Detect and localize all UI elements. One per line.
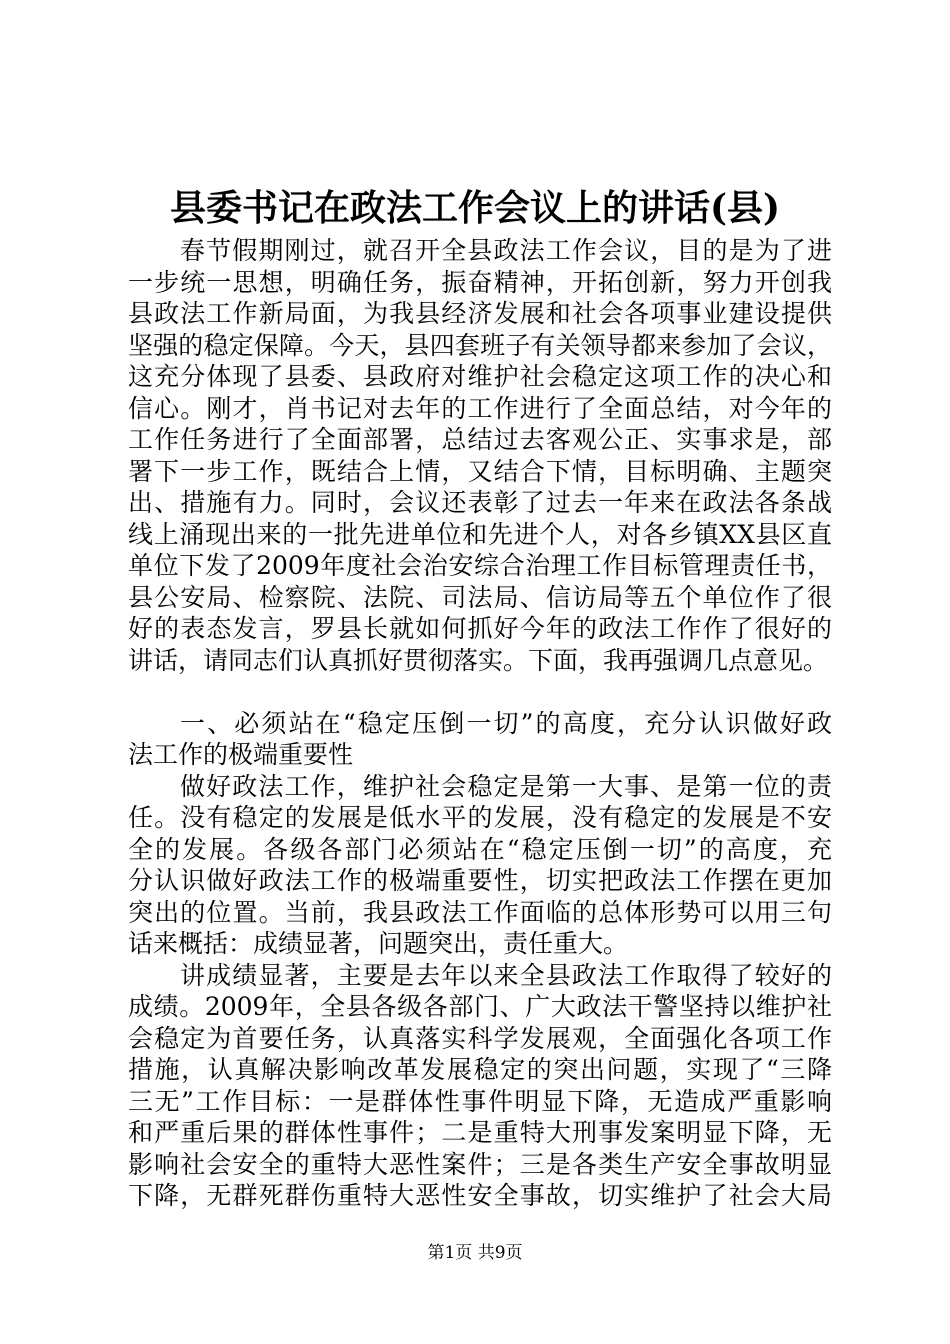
text-line: 单位下发了2009年度社会治安综合治理工作目标管理责任书， — [128, 551, 832, 580]
text-line: 好的表态发言，罗县长就如何抓好今年的政法工作作了很好的 — [128, 614, 832, 643]
text-line: 成绩。2009年，全县各级各部门、广大政法干警坚持以维护社 — [128, 992, 832, 1021]
page-footer: 第1页 共9页 — [427, 1243, 523, 1263]
text-line: 下降，无群死群伤重特大恶性安全事故，切实维护了社会大局 — [128, 1181, 832, 1210]
text-line: 县政法工作新局面，为我县经济发展和社会各项事业建设提供 — [128, 299, 832, 328]
text-line: 分认识做好政法工作的极端重要性，切实把政法工作摆在更加 — [128, 866, 832, 895]
section-heading-line: 法工作的极端重要性 — [128, 740, 354, 769]
text-line: 会稳定为首要任务，认真落实科学发展观，全面强化各项工作 — [128, 1023, 832, 1053]
text-line: 三无”工作目标：一是群体性事件明显下降，无造成严重影响 — [128, 1086, 832, 1116]
text-line: 线上涌现出来的一批先进单位和先进个人，对各乡镇XX县区直 — [128, 519, 832, 549]
text-line: 讲成绩显著，主要是去年以来全县政法工作取得了较好的 — [180, 960, 832, 990]
text-line: 措施，认真解决影响改革发展稳定的突出问题，实现了“三降 — [128, 1055, 832, 1084]
text-line: 话来概括：成绩显著，问题突出，责任重大。 — [128, 929, 629, 958]
text-line: 一步统一思想，明确任务，振奋精神，开拓创新，努力开创我 — [128, 267, 832, 297]
text-line: 署下一步工作，既结合上情，又结合下情，目标明确、主题突 — [128, 456, 832, 486]
text-line: 信心。刚才，肖书记对去年的工作进行了全面总结，对今年的 — [128, 393, 832, 423]
text-line: 突出的位置。当前，我县政法工作面临的总体形势可以用三句 — [128, 897, 832, 927]
text-line: 工作任务进行了全面部署，总结过去客观公正、实事求是，部 — [128, 425, 832, 454]
text-line: 县公安局、检察院、法院、司法局、信访局等五个单位作了很 — [128, 582, 832, 612]
text-line: 这充分体现了县委、县政府对维护社会稳定这项工作的决心和 — [128, 362, 832, 391]
text-line: 任。没有稳定的发展是低水平的发展，没有稳定的发展是不安 — [128, 803, 832, 832]
text-line: 和严重后果的群体性事件；二是重特大刑事发案明显下降，无 — [128, 1118, 832, 1147]
document-body — [128, 235, 832, 1212]
document-title: 县委书记在政法工作会议上的讲话(县) — [169, 187, 781, 229]
text-line: 出、措施有力。同时，会议还表彰了过去一年来在政法各条战 — [128, 488, 832, 517]
text-line: 讲话，请同志们认真抓好贯彻落实。下面，我再强调几点意见。 — [128, 645, 829, 675]
blank-line — [128, 676, 832, 708]
text-line: 全的发展。各级各部门必须站在“稳定压倒一切”的高度，充 — [128, 834, 832, 864]
text-line: 影响社会安全的重特大恶性案件；三是各类生产安全事故明显 — [128, 1149, 832, 1179]
text-line: 坚强的稳定保障。今天，县四套班子有关领导都来参加了会议， — [128, 330, 832, 360]
text-line: 做好政法工作，维护社会稳定是第一大事、是第一位的责 — [180, 771, 832, 801]
section-heading-line: 一、必须站在“稳定压倒一切”的高度，充分认识做好政 — [180, 708, 832, 738]
text-line: 春节假期刚过，就召开全县政法工作会议，目的是为了进 — [180, 236, 832, 265]
